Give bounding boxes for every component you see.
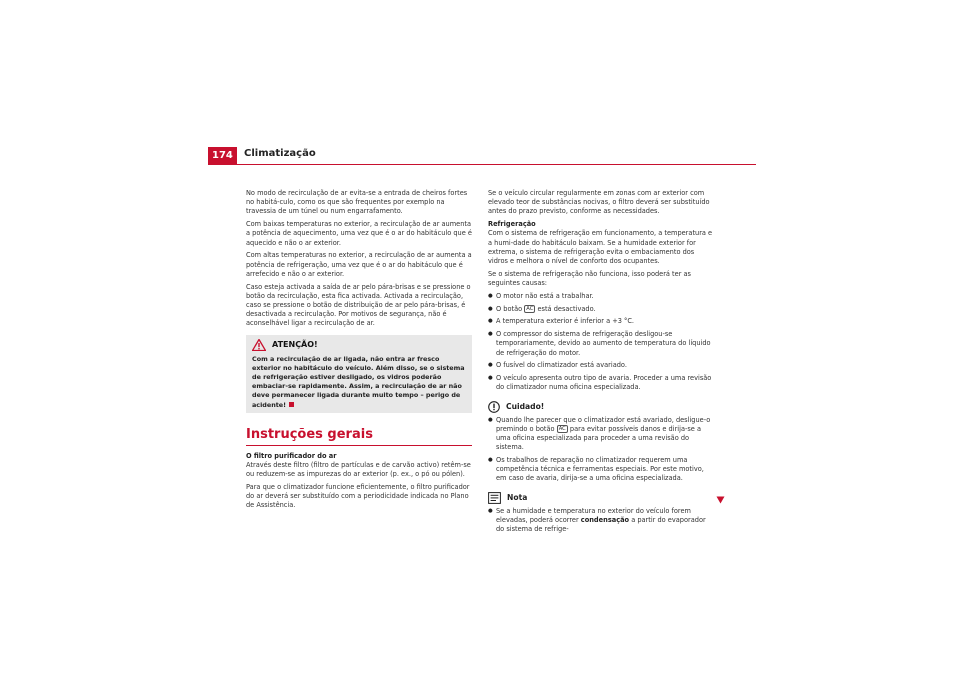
chapter-title: Climatização (244, 148, 316, 159)
list-item (488, 292, 714, 301)
note-title: Nota (507, 493, 528, 503)
list-item-text: está desactivado. (537, 304, 596, 313)
filter-heading: O filtro purificador do ar (246, 451, 337, 460)
list-item (488, 416, 714, 453)
ac-key-icon: AC (526, 305, 534, 312)
paragraph: Com o sistema de refrigeração em funcionamento, a temperatura e a humi-dade do habitáculo baixam. Se a humidade exterior for extrema, o sistema de refrigeração evita o embaciamento dos vidros e melhora o nível de conforto dos ocupantes. (488, 229, 713, 266)
list-item (488, 507, 714, 535)
exclamation-circle-icon (488, 401, 500, 413)
list-item-text: para evitar possíveis danos e dirija-se a uma oficina especializada para proceder a uma revisão do sistema. (496, 424, 701, 452)
note-header (488, 492, 714, 504)
warning-triangle-icon (252, 339, 266, 351)
header-rule (208, 164, 756, 165)
list-item-text: Os trabalhos de reparação no climatizador requerem uma competência técnica e ferramentas especiais. Por este motivo, em caso de avaria, dirija-se a uma oficina especializada. (496, 456, 704, 483)
paragraph: No modo de recirculação de ar evita-se a entrada de cheiros fortes no habitá-culo, como os que são frequentes por exemplo na travessia de um túnel ou num engarrafamento. (246, 189, 468, 216)
section-title: Instruções gerais (246, 426, 373, 442)
list-item-text: O veículo apresenta outro tipo de avaria. Proceder a uma revisão do climatizador numa oficina especializada. (496, 374, 712, 392)
list-item-text: O motor não está a trabalhar. (496, 291, 594, 300)
list-item-text: Quando lhe parecer que o climatizador está avariado, desligue-o premindo o botão (496, 415, 711, 433)
paragraph: Se o veículo circular regularmente em zonas com ar exterior com elevado teor de substâncias nocivas, o filtro deverá ser substituído antes do prazo previsto, conforme as necessidades. (488, 189, 710, 216)
list-item (488, 305, 714, 314)
warning-title: ATENÇÃO! (272, 340, 318, 350)
warning-box (246, 335, 472, 413)
list-item-text: a partir do evaporador do sistema de refrige- (496, 515, 706, 534)
list-item (488, 456, 714, 484)
right-column (488, 189, 714, 538)
list-item-text: Se a humidade e temperatura no exterior do veículo forem elevadas, poderá ocorrer (496, 506, 691, 524)
page-number: 174 (208, 147, 237, 164)
paragraph: Através deste filtro (filtro de partículas e de carvão activo) retêm-se ou reduzem-se as impurezas do ar exterior (p. ex., o pó ou pólen). (246, 461, 471, 479)
paragraph: Caso esteja activada a saída de ar pelo pára-brisas e se pressione o botão da recirculação, esta fica activada. Activada a recirculação, caso se pressione o botão de distribuição de ar pelo pára-brisas, é desactivada a recirculação. Por motivos de segurança, não é aconselhável ligar a recirculação de ar. (246, 282, 471, 328)
warning-body (246, 355, 472, 410)
refrigeration-heading: Refrigeração (488, 220, 536, 229)
left-column (246, 189, 472, 514)
paragraph: Se o sistema de refrigeração não funciona, isso poderá ter as seguintes causas: (488, 269, 691, 288)
list-item-text: A temperatura exterior é inferior a +3 °C. (496, 317, 635, 326)
note-icon (488, 492, 501, 504)
list-item (488, 374, 714, 392)
ac-key-icon: AC (558, 425, 566, 432)
list-item-text: O botão (496, 304, 523, 313)
caution-header (488, 401, 714, 413)
list-item (488, 361, 714, 370)
warning-header (246, 335, 472, 355)
continue-arrow-icon (716, 496, 725, 504)
list-item-text: O fusível do climatizador está avariado. (496, 361, 627, 370)
list-item-text: O compressor do sistema de refrigeração desligou-se temporariamente, devido ao aumento de temperatura do líquido de refrigeração do motor. (496, 330, 711, 357)
paragraph: Com altas temperaturas no exterior, a recirculação de ar aumenta a potência de refrigeração, uma vez que é o ar do habitáculo que é arrefecido e não o ar exterior. (246, 251, 472, 278)
section-rule (246, 445, 472, 446)
list-item (488, 317, 714, 326)
end-square-icon (289, 402, 294, 407)
paragraph: Com baixas temperaturas no exterior, a recirculação de ar aumenta a potência de aquecimento, uma vez que é o ar do habitáculo que é aquecido e não o ar exterior. (246, 220, 472, 247)
list-item-bold-text: condensação (580, 515, 630, 524)
paragraph: Para que o climatizador funcione eficientemente, o filtro purificador do ar deverá ser substituído com a periodicidade indicada no Plano de Assistência. (246, 483, 470, 510)
list-item (488, 330, 714, 358)
warning-text: Com a recirculação de ar ligada, não entra ar fresco exterior no habitáculo do veículo. Além disso, se o sistema de refrigeração estiver desligado, os vidros poderão embaciar-se rapidamente. Assim, a recirculação de ar não deve permanecer ligada durante muito tempo – perigo de acidente! (252, 354, 465, 409)
caution-title: Cuidado! (506, 402, 545, 411)
